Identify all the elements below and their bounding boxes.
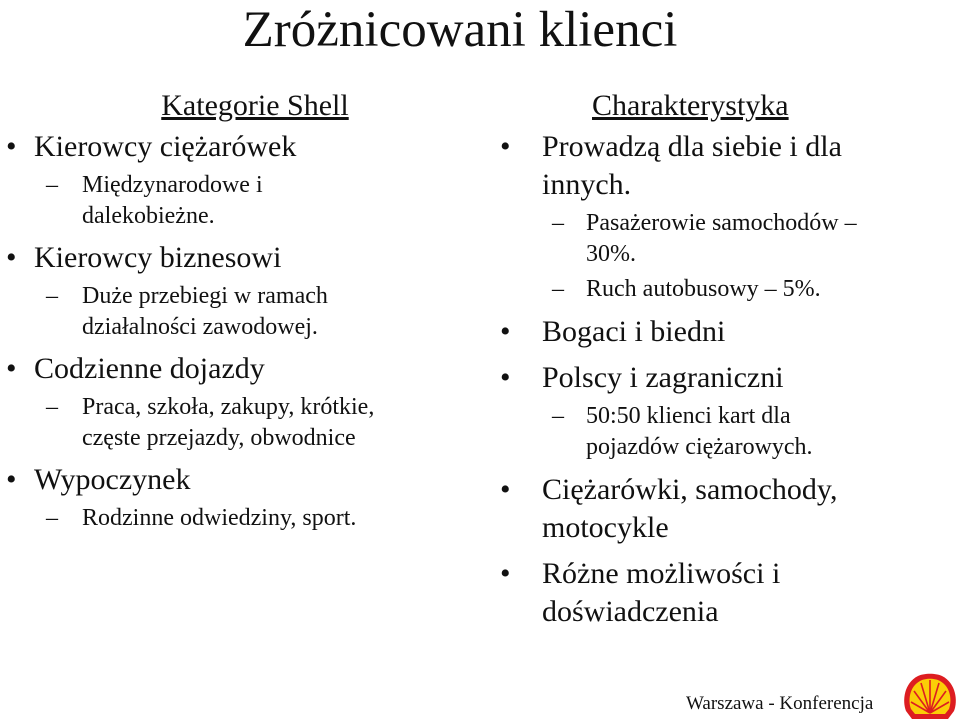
left-column xyxy=(0,88,470,534)
bullet-text: Polscy i zagraniczni xyxy=(542,361,784,394)
sub-bullet-item xyxy=(0,281,470,343)
bullet-item xyxy=(478,128,948,305)
bullet-item xyxy=(478,359,948,463)
bullet-icon: • xyxy=(6,352,17,385)
bullet-icon: • xyxy=(6,463,17,496)
bullet-text: Bogaci i biedni xyxy=(542,315,726,348)
dash-icon: – xyxy=(552,276,564,302)
sub-bullet-text: Duże przebiegi w ramach działalności zawodowej. xyxy=(82,283,328,340)
shell-pecten-icon xyxy=(902,671,958,723)
dash-icon: – xyxy=(46,505,58,531)
bullet-text: Prowadzą dla siebie i dla innych. xyxy=(542,130,842,201)
dash-icon: – xyxy=(46,172,58,198)
bullet-icon: • xyxy=(500,361,511,394)
bullet-text: Różne możliwości i doświadczenia xyxy=(542,557,781,628)
right-column xyxy=(478,88,948,631)
dash-icon: – xyxy=(46,283,58,309)
right-bullet-list xyxy=(478,128,948,631)
bullet-item xyxy=(0,461,470,534)
bullet-icon: • xyxy=(6,241,17,274)
sub-bullet-text: Pasażerowie samochodów –30%. xyxy=(586,210,857,267)
sub-bullet-item xyxy=(0,392,470,454)
sub-bullet-text: Międzynarodowe i dalekobieżne. xyxy=(82,172,263,229)
bullet-item xyxy=(0,239,470,343)
bullet-item xyxy=(0,350,470,454)
bullet-text: Codzienne dojazdy xyxy=(34,352,265,385)
bullet-item xyxy=(478,471,948,547)
sub-bullet-item xyxy=(478,274,948,305)
sub-bullet-text: Rodzinne odwiedziny, sport. xyxy=(82,505,357,531)
bullet-text: Kierowcy biznesowi xyxy=(34,241,282,274)
bullet-icon: • xyxy=(500,130,511,163)
right-column-heading: Charakterystyka xyxy=(592,89,789,122)
dash-icon: – xyxy=(552,210,564,236)
bullet-item xyxy=(478,555,948,631)
bullet-text: Wypoczynek xyxy=(34,463,191,496)
sub-bullet-text: Praca, szkoła, zakupy, krótkie, częste przejazdy, obwodnice xyxy=(82,394,375,451)
bullet-item xyxy=(478,313,948,351)
dash-icon: – xyxy=(46,394,58,420)
sub-bullet-item xyxy=(478,401,948,463)
bullet-icon: • xyxy=(6,130,17,163)
sub-bullet-item xyxy=(478,208,948,270)
sub-bullet-text: 50:50 klienci kart dla pojazdów ciężarowych. xyxy=(586,403,813,460)
slide-title: Zróżnicowani klienci xyxy=(242,2,678,58)
bullet-text: Ciężarówki, samochody, motocykle xyxy=(542,473,838,544)
bullet-icon: • xyxy=(500,315,511,348)
bullet-item xyxy=(0,128,470,232)
left-column-heading: Kategorie Shell xyxy=(161,89,349,122)
footer-text: Warszawa - Konferencja xyxy=(686,693,874,714)
dash-icon: – xyxy=(552,403,564,429)
bullet-text: Kierowcy ciężarówek xyxy=(34,130,297,163)
bullet-icon: • xyxy=(500,557,511,590)
sub-bullet-text: Ruch autobusowy – 5%. xyxy=(586,276,821,302)
bullet-icon: • xyxy=(500,473,511,506)
sub-bullet-item xyxy=(0,170,470,232)
sub-bullet-item xyxy=(0,503,470,534)
left-bullet-list xyxy=(0,128,470,534)
